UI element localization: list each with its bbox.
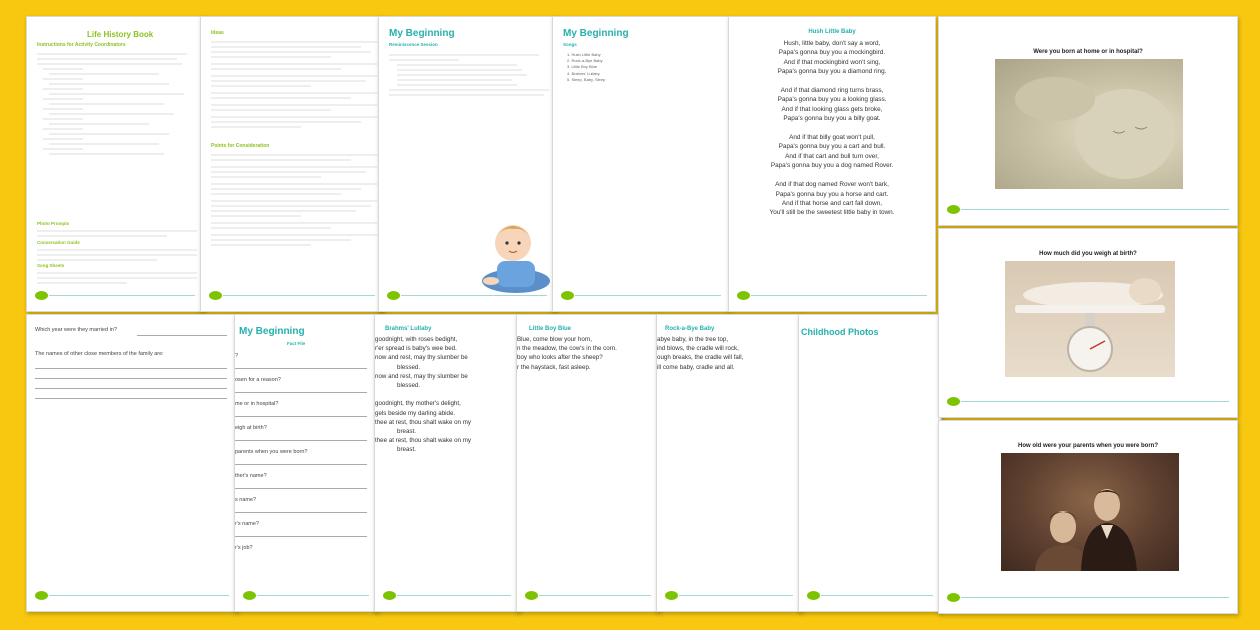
- twinkl-logo-icon: [807, 591, 820, 600]
- song-title: Rock-a-Bye Baby: [665, 326, 715, 332]
- page-subtitle: Fact File: [287, 341, 306, 346]
- fact-file-questions: [235, 345, 367, 551]
- lyric-line: And if that horse and cart fall down,: [781, 199, 883, 207]
- lyric-line: And if that looking glass gets broke,: [781, 105, 883, 113]
- ideas-text-block: [211, 39, 377, 131]
- fact-question: me or in hospital?: [235, 401, 279, 407]
- question-heading: How much did you weigh at birth?: [1039, 251, 1137, 257]
- page-footer: [947, 205, 1229, 219]
- family-members-question: The names of other close members of the family are:: [35, 351, 164, 357]
- lyric-line: And if that cart and bull turn over,: [785, 152, 879, 160]
- section-heading: Ideas: [211, 30, 224, 36]
- baby-photo: [995, 59, 1183, 189]
- lyric-line: Papa's gonna buy you a billy goat.: [783, 115, 881, 123]
- lyric-line: boy who looks after the sheep?: [517, 354, 603, 362]
- twinkl-logo-icon: [243, 591, 256, 600]
- lyric-line: Papa's gonna buy you a mockingbird.: [778, 49, 886, 57]
- page-footer: [737, 291, 927, 305]
- lyric-line: goodnight, with roses bedight,: [375, 336, 458, 343]
- page-footer: [209, 291, 375, 305]
- answer-lines: [35, 359, 227, 399]
- page-life-history-book: [26, 16, 204, 312]
- lyric-line: abye baby, in the tree top,: [657, 336, 729, 343]
- lyric-line: And if that dog named Rover won't bark,: [775, 181, 889, 189]
- section-heading: Conversation Guide: [37, 240, 80, 245]
- page-little-boy-blue: [516, 314, 660, 612]
- page-title: Life History Book: [87, 30, 154, 39]
- twinkl-logo-icon: [35, 591, 48, 600]
- page-footer: [665, 591, 793, 605]
- lyric-line: Hush, little baby, don't say a word,: [783, 40, 881, 47]
- lyric-line: And if that mockingbird won't sing,: [783, 58, 881, 66]
- twinkl-logo-icon: [947, 205, 960, 214]
- song-lyrics: [517, 335, 657, 372]
- lyric-line: Papa's gonna buy you a diamond ring.: [777, 68, 887, 76]
- song-title: Brahms' Lullaby: [385, 326, 432, 332]
- lyric-line: [375, 390, 515, 399]
- song-list-item: 3. Little Boy Blue: [567, 64, 598, 70]
- page-footer: [243, 591, 369, 605]
- page-title: My Beginning: [563, 28, 629, 39]
- fact-question: ther's name?: [235, 473, 267, 479]
- page-my-beginning-songs: [552, 16, 730, 312]
- text-block: [37, 247, 197, 264]
- lyric-line: And if that diamond ring turns brass,: [780, 87, 884, 95]
- page-fact-file: [234, 314, 378, 612]
- section-heading: Instructions for Activity Coordinators: [37, 42, 126, 48]
- page-title: Childhood Photos: [801, 327, 879, 337]
- song-title: Hush Little Baby: [808, 29, 856, 35]
- lyric-line: And if that billy goat won't pull,: [789, 134, 875, 142]
- lyric-line: now and rest, may thy slumber be: [375, 354, 468, 362]
- page-footer: [35, 591, 229, 605]
- song-lyrics: [733, 39, 931, 218]
- lyric-line: thee at rest, thou shalt wake on my: [375, 418, 471, 426]
- page-footer: [387, 291, 547, 305]
- twinkl-logo-icon: [947, 593, 960, 602]
- lyric-line: r'er spread is baby's wee bed.: [375, 345, 457, 353]
- twinkl-logo-icon: [383, 591, 396, 600]
- twinkl-logo-icon: [737, 291, 750, 300]
- baby-on-scale-photo: [1005, 261, 1175, 377]
- page-subtitle: Reminiscence Session: [389, 42, 438, 47]
- question-heading: How old were your parents when you were born?: [1017, 443, 1159, 449]
- lyric-line: Papa's gonna buy you a horse and cart.: [775, 190, 889, 198]
- lyric-line: thee at rest, thou shalt wake on my: [375, 437, 471, 445]
- twinkl-logo-icon: [35, 291, 48, 300]
- points-text-block: [211, 152, 377, 249]
- page-footer: [947, 593, 1229, 607]
- lyric-line: blessed.: [397, 382, 421, 390]
- lyric-line: [733, 124, 931, 133]
- song-lyrics: [657, 335, 799, 372]
- lyric-line: n the meadow, the cow's in the corn.: [517, 345, 617, 353]
- fact-question: osen for a reason?: [235, 377, 281, 383]
- lyric-line: [733, 77, 931, 86]
- text-block: [37, 228, 197, 240]
- page-title: My Beginning: [239, 326, 305, 337]
- twinkl-logo-icon: [209, 291, 222, 300]
- married-year-question: Which year were they married in?: [35, 327, 117, 333]
- section-heading: Photo Prompts: [37, 221, 70, 226]
- answer-line: [137, 335, 227, 336]
- page-title: My Beginning: [389, 28, 455, 39]
- song-list-item: 1. Hush Little Baby: [567, 52, 601, 57]
- song-list: [567, 52, 605, 83]
- lyric-line: ill come baby, cradle and all.: [657, 363, 735, 371]
- page-family-members: [26, 314, 238, 612]
- lyric-line: breast.: [397, 428, 416, 436]
- twinkl-logo-icon: [665, 591, 678, 600]
- fact-question: s name?: [235, 497, 257, 503]
- lyric-line: goodnight, thy mother's delight,: [375, 400, 461, 408]
- page-childhood-photos: [798, 314, 942, 612]
- lyric-line: [733, 171, 931, 180]
- page-subtitle: Songs: [563, 42, 577, 47]
- page-footer: [947, 397, 1229, 411]
- fact-question: ?: [235, 353, 239, 359]
- section-heading: Points for Consideration: [211, 143, 270, 149]
- song-list-item: 4. Brahms' Lullaby: [567, 70, 600, 76]
- lyric-line: ough breaks, the cradle will fall,: [657, 354, 744, 362]
- page-ideas: [200, 16, 384, 312]
- section-heading: Song Sheets: [37, 263, 65, 268]
- text-block: [37, 270, 197, 287]
- baby-illustration: [479, 217, 553, 297]
- twinkl-logo-icon: [387, 291, 400, 300]
- fact-question: r's name?: [235, 521, 259, 527]
- baby-photo-shape: [995, 59, 1183, 189]
- lyric-line: You'll still be the sweetest little baby in town.: [769, 209, 895, 217]
- question-heading: Were you born at home or in hospital?: [1033, 49, 1143, 55]
- session-text-block: [389, 52, 549, 99]
- song-list-item: 2. Rock-a-Bye Baby: [567, 58, 603, 64]
- page-footer: [35, 291, 195, 305]
- page-my-beginning-reminiscence: [378, 16, 556, 312]
- song-list-item: 5. Sleep, Baby, Sleep: [567, 76, 606, 82]
- scale-photo-shape: [1005, 261, 1175, 377]
- page-rock-a-bye-baby: [656, 314, 802, 612]
- song-title: Little Boy Blue: [529, 326, 572, 332]
- page-footer: [561, 291, 721, 305]
- page-born-at-home: [938, 16, 1238, 226]
- lyric-line: breast.: [397, 446, 416, 454]
- fact-question: parents when you were born?: [235, 449, 308, 455]
- lyric-line: now and rest, may thy slumber be: [375, 372, 468, 380]
- lyric-line: r the haystack, fast asleep.: [517, 363, 591, 371]
- lyric-line: Papa's gonna buy you a looking glass.: [777, 96, 887, 104]
- page-hush-little-baby: [728, 16, 936, 312]
- fact-question: eigh at birth?: [235, 425, 267, 431]
- fact-question: r's job?: [235, 545, 253, 551]
- lyric-line: gels beside my darling abide.: [375, 409, 456, 417]
- lyric-line: Papa's gonna buy you a cart and bull.: [778, 143, 886, 151]
- page-brahms-lullaby: [374, 314, 520, 612]
- lyric-line: blessed.: [397, 363, 421, 371]
- parents-photo-shape: [1001, 453, 1179, 571]
- page-footer: [807, 591, 933, 605]
- twinkl-logo-icon: [561, 291, 574, 300]
- song-lyrics: [375, 335, 515, 455]
- page-footer: [383, 591, 511, 605]
- lyric-line: Papa's gonna buy you a dog named Rover.: [770, 162, 894, 170]
- twinkl-logo-icon: [525, 591, 538, 600]
- lyric-line: ind blows, the cradle will rock,: [657, 345, 739, 353]
- page-footer: [525, 591, 651, 605]
- page-birth-weight: [938, 228, 1238, 418]
- instructions-text-block: [37, 51, 197, 158]
- twinkl-logo-icon: [947, 397, 960, 406]
- page-parents-age: [938, 420, 1238, 614]
- parents-photo: [1001, 453, 1179, 571]
- lyric-line: Blue, come blow your horn,: [517, 336, 592, 343]
